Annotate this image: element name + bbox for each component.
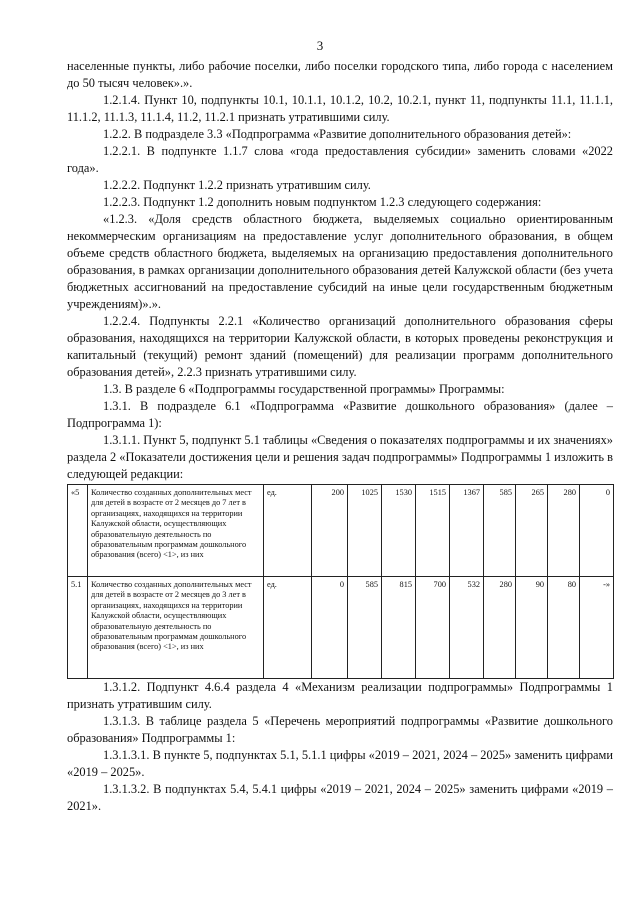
value-cell: 80 <box>548 577 580 679</box>
value-cell: 0 <box>580 485 614 577</box>
paragraph-1-2-1-4: 1.2.1.4. Пункт 10, подпункты 10.1, 10.1.1, 10.1.2, 10.2, 10.2.1, пункт 11, подпункты 11.1, 11.1.1, 11.1.2, 11.1.3, 11.1.4, 11.2, 11.2.1 признать утратившими силу. <box>67 93 613 124</box>
document-body <box>67 58 613 815</box>
value-cell: 815 <box>382 577 416 679</box>
value-cell: 1367 <box>450 485 484 577</box>
page-number: 3 <box>316 38 324 53</box>
paragraph-1-3: 1.3. В разделе 6 «Подпрограммы государственной программы» Программы: <box>103 382 505 396</box>
paragraph-1-2-2: 1.2.2. В подразделе 3.3 «Подпрограмма «Развитие дополнительного образования детей»: <box>103 127 572 141</box>
value-cell: 1530 <box>382 485 416 577</box>
value-cell: 280 <box>484 577 516 679</box>
row-number: 5.1 <box>68 577 88 679</box>
value-cell: -» <box>580 577 614 679</box>
paragraph-1-3-1-1: 1.3.1.1. Пункт 5, подпункт 5.1 таблицы «Сведения о показателях подпрограммы и их значениях» раздела 2 «Показатели достижения цели и решения задач подпрограммы» Подпрограммы 1 изложить в следующей редакции: <box>67 433 613 481</box>
paragraph-1-3-1: 1.3.1. В подразделе 6.1 «Подпрограмма «Развитие дошкольного образования» (далее – Подпрограмма 1): <box>67 399 613 430</box>
value-cell: 700 <box>416 577 450 679</box>
paragraph-quote-1-2-3: «1.2.3. «Доля средств областного бюджета, выделяемых социально ориентированным некоммерческим организациям на предоставление услуг дополнительного образования, в общем объеме средств областного бюджета, выделяемых на организацию предоставления дополнительного образования, в рамках организации дополнительного образования детей Калужской области (без учета бюджетных ассигнований на предоставление субсидий на иные цели государственным бюджетным учреждениям)».». <box>67 212 613 311</box>
value-cell: 532 <box>450 577 484 679</box>
row-description: Количество созданных дополнительных мест для детей в возрасте от 2 месяцев до 3 лет в организациях, находящихся на территории Калужской области, осуществляющих образовательную деятельность по образовательным программам дошкольного образования (всего) <1>, из них <box>88 577 264 679</box>
row-unit: ед. <box>264 577 312 679</box>
paragraph-1-2-2-4: 1.2.2.4. Подпункты 2.2.1 «Количество организаций дополнительного образования сферы образования, находящихся на территории Калужской области, в которых проведены реконструкция и капитальный (текущий) ремонт зданий (помещений) для реализации программ дополнительного образования детей», 2.2.3 признать утратившими силу. <box>67 314 613 379</box>
table-row <box>68 485 614 577</box>
row-unit: ед. <box>264 485 312 577</box>
paragraph-1-3-1-2: 1.3.1.2. Подпункт 4.6.4 раздела 4 «Механизм реализации подпрограммы» Подпрограммы 1 признать утратившим силу. <box>67 680 613 711</box>
paragraph-continuation: населенные пункты, либо рабочие поселки, либо поселки городского типа, либо города с населением до 50 тысяч человек».». <box>67 59 613 90</box>
value-cell: 1025 <box>348 485 382 577</box>
row-description: Количество созданных дополнительных мест для детей в возрасте от 2 месяцев до 7 лет в организациях, находящихся на территории Калужской области, осуществляющих образовательную деятельность по образовательным программам дошкольного образования (всего) <1>, из них <box>88 485 264 577</box>
value-cell: 1515 <box>416 485 450 577</box>
row-number: «5 <box>68 485 88 577</box>
indicators-table <box>67 484 614 679</box>
value-cell: 0 <box>312 577 348 679</box>
paragraph-1-3-1-3: 1.3.1.3. В таблице раздела 5 «Перечень мероприятий подпрограммы «Развитие дошкольного образования» Подпрограммы 1: <box>67 714 613 745</box>
paragraph-1-2-2-1: 1.2.2.1. В подпункте 1.1.7 слова «года предоставления субсидии» заменить словами «2022 года». <box>67 144 613 175</box>
value-cell: 280 <box>548 485 580 577</box>
paragraph-1-2-2-3: 1.2.2.3. Подпункт 1.2 дополнить новым подпунктом 1.2.3 следующего содержания: <box>103 195 542 209</box>
value-cell: 265 <box>516 485 548 577</box>
paragraph-1-2-2-2: 1.2.2.2. Подпункт 1.2.2 признать утратившим силу. <box>103 178 371 192</box>
paragraph-1-3-1-3-2: 1.3.1.3.2. В подпунктах 5.4, 5.4.1 цифры «2019 – 2021, 2024 – 2025» заменить цифрами «2019 – 2021». <box>67 782 613 813</box>
value-cell: 90 <box>516 577 548 679</box>
table-row <box>68 577 614 679</box>
value-cell: 585 <box>348 577 382 679</box>
value-cell: 200 <box>312 485 348 577</box>
paragraph-1-3-1-3-1: 1.3.1.3.1. В пункте 5, подпунктах 5.1, 5.1.1 цифры «2019 – 2021, 2024 – 2025» заменить цифрами «2019 – 2025». <box>67 748 613 779</box>
value-cell: 585 <box>484 485 516 577</box>
